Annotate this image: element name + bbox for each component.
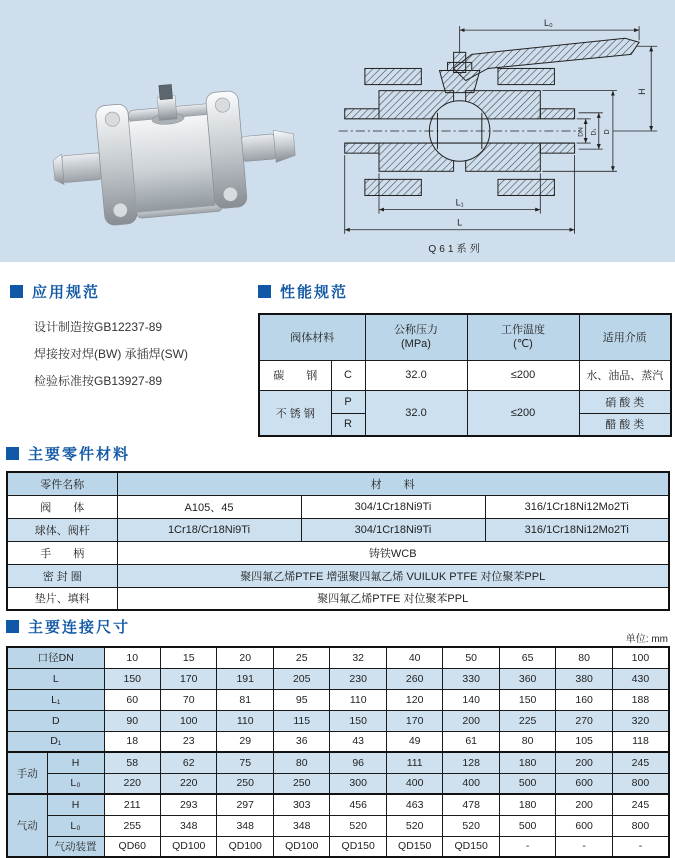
row-label: D xyxy=(7,710,104,731)
table-row-carbon-steel xyxy=(259,360,671,390)
table-cell: 90 xyxy=(104,710,160,731)
table-cell: 800 xyxy=(612,773,669,794)
dim-label-d: D xyxy=(603,129,611,135)
table-cell: 348 xyxy=(161,815,217,836)
table-row-pneumatic-l0 xyxy=(7,815,669,836)
table-cell: 800 xyxy=(612,815,669,836)
table-cell: 140 xyxy=(443,689,499,710)
header-media: 适用介质 xyxy=(579,314,671,360)
table-row-l1 xyxy=(7,689,669,710)
table-cell: 100 xyxy=(161,710,217,731)
cell-material: 316/1Cr18Ni12Mo2Ti xyxy=(485,495,669,518)
header-temperature xyxy=(467,314,579,360)
row-label: L xyxy=(7,668,104,689)
table-cell: 75 xyxy=(217,752,273,773)
table-row-l xyxy=(7,668,669,689)
table-cell: 348 xyxy=(217,815,273,836)
cell-part-name: 密 封 圈 xyxy=(7,564,117,587)
table-cell: 10 xyxy=(104,647,160,668)
table-cell: 456 xyxy=(330,794,386,815)
table-cell: 115 xyxy=(273,710,329,731)
cell-material: 聚四氟乙烯PTFE 增强聚四氟乙烯 VUILUK PTFE 对位聚苯PPL xyxy=(117,564,669,587)
table-cell: 50 xyxy=(443,647,499,668)
cell-media: 醋 酸 类 xyxy=(579,413,671,436)
table-cell: 180 xyxy=(499,794,555,815)
table-cell: - xyxy=(556,836,612,857)
cell-part-name: 球体、阀杆 xyxy=(7,518,117,541)
table-cell: 520 xyxy=(443,815,499,836)
group-label-pneumatic: 气动 xyxy=(7,794,47,857)
table-cell: QD150 xyxy=(443,836,499,857)
dim-label-dn: DN xyxy=(577,127,585,137)
table-cell: 43 xyxy=(330,731,386,752)
table-cell: 255 xyxy=(104,815,160,836)
table-cell: 270 xyxy=(556,710,612,731)
cell-material: A105、45 xyxy=(117,495,301,518)
table-cell: 500 xyxy=(499,773,555,794)
performance-section xyxy=(258,281,672,437)
table-cell: 380 xyxy=(556,668,612,689)
dim-label-l1: L₁ xyxy=(455,197,464,208)
table-cell: 100 xyxy=(612,647,669,668)
table-cell: QD100 xyxy=(217,836,273,857)
table-cell: 320 xyxy=(612,710,669,731)
table-cell: 297 xyxy=(217,794,273,815)
table-cell: QD100 xyxy=(161,836,217,857)
table-cell: 205 xyxy=(273,668,329,689)
cell-code: R xyxy=(331,413,365,436)
table-cell: 245 xyxy=(612,752,669,773)
table-header-row xyxy=(7,472,669,495)
table-cell: 25 xyxy=(273,647,329,668)
table-cell: 80 xyxy=(273,752,329,773)
row-label: D₁ xyxy=(7,731,104,752)
table-cell: 600 xyxy=(556,773,612,794)
table-cell: 600 xyxy=(556,815,612,836)
cell-temp: ≤200 xyxy=(467,390,579,436)
table-row-dn xyxy=(7,647,669,668)
table-cell: QD60 xyxy=(104,836,160,857)
section-header-application xyxy=(10,281,252,302)
dim-label-l0: L₀ xyxy=(543,18,553,29)
table-cell: 65 xyxy=(499,647,555,668)
table-cell: 95 xyxy=(273,689,329,710)
application-notes xyxy=(34,314,252,395)
unit-note: 单位: mm xyxy=(625,634,668,645)
table-header-row xyxy=(259,314,671,360)
table-cell: 500 xyxy=(499,815,555,836)
table-cell: 150 xyxy=(104,668,160,689)
table-cell: - xyxy=(612,836,669,857)
table-row-manual-l0 xyxy=(7,773,669,794)
dim-label-d1: D₁ xyxy=(590,128,598,136)
cell-code: C xyxy=(331,360,365,390)
table-cell: 348 xyxy=(273,815,329,836)
section-title: 主要零件材料 xyxy=(28,446,131,463)
cell-pressure: 32.0 xyxy=(365,360,467,390)
table-cell: 463 xyxy=(386,794,442,815)
table-cell: 170 xyxy=(161,668,217,689)
cell-media: 水、油品、蒸汽 xyxy=(579,360,671,390)
cell-material: 聚四氟乙烯PTFE 对位聚苯PPL xyxy=(117,587,669,610)
table-cell: 220 xyxy=(161,773,217,794)
table-cell: - xyxy=(499,836,555,857)
table-cell: 520 xyxy=(386,815,442,836)
table-row-manual-h xyxy=(7,752,669,773)
section-title: 应用规范 xyxy=(32,284,101,301)
table-row-body xyxy=(7,495,669,518)
table-row-gasket-packing xyxy=(7,587,669,610)
table-row-handle xyxy=(7,541,669,564)
application-line: 焊接按对焊(BW) 承插焊(SW) xyxy=(34,347,188,361)
table-cell: 260 xyxy=(386,668,442,689)
cell-code: P xyxy=(331,390,365,413)
table-row-ball-stem xyxy=(7,518,669,541)
table-cell: 150 xyxy=(499,689,555,710)
group-label-manual: 手动 xyxy=(7,752,47,794)
section-bullet-icon xyxy=(6,620,19,633)
performance-table xyxy=(258,313,672,437)
valve-body-photo xyxy=(48,74,300,230)
materials-table xyxy=(6,471,670,611)
table-cell: 520 xyxy=(330,815,386,836)
table-cell: 60 xyxy=(104,689,160,710)
row-label: L₀ xyxy=(47,773,104,794)
table-cell: 61 xyxy=(443,731,499,752)
application-line: 检验标准按GB13927-89 xyxy=(34,374,163,388)
table-row-d xyxy=(7,710,669,731)
row-label: L₁ xyxy=(7,689,104,710)
section-bullet-icon xyxy=(6,447,19,460)
table-cell: 120 xyxy=(386,689,442,710)
table-cell: 400 xyxy=(386,773,442,794)
table-cell: 200 xyxy=(556,794,612,815)
section-title: 性能规范 xyxy=(280,284,349,301)
table-cell: 160 xyxy=(556,689,612,710)
table-cell: 211 xyxy=(104,794,160,815)
table-row-pneumatic-h xyxy=(7,794,669,815)
table-cell: 80 xyxy=(556,647,612,668)
table-cell: 150 xyxy=(330,710,386,731)
table-cell: 96 xyxy=(330,752,386,773)
header-material: 材 料 xyxy=(117,472,669,495)
table-cell: 29 xyxy=(217,731,273,752)
cell-media: 硝 酸 类 xyxy=(579,390,671,413)
table-cell: 40 xyxy=(386,647,442,668)
row-label: H xyxy=(47,752,104,773)
cell-material: 碳 钢 xyxy=(259,360,331,390)
section-header-dimensions xyxy=(6,616,670,645)
cell-part-name: 手 柄 xyxy=(7,541,117,564)
header-temperature-label: 工作温度 xyxy=(501,324,545,337)
table-cell: 32 xyxy=(330,647,386,668)
table-cell: 300 xyxy=(330,773,386,794)
table-cell: 62 xyxy=(161,752,217,773)
section-bullet-icon xyxy=(258,285,271,298)
application-line: 设计制造按GB12237-89 xyxy=(34,320,163,334)
table-cell: 250 xyxy=(217,773,273,794)
table-cell: 170 xyxy=(386,710,442,731)
table-cell: 245 xyxy=(612,794,669,815)
cell-material: 316/1Cr18Ni12Mo2Ti xyxy=(485,518,669,541)
table-cell: 330 xyxy=(443,668,499,689)
cell-part-name: 阀 体 xyxy=(7,495,117,518)
table-cell: 191 xyxy=(217,668,273,689)
table-cell: 200 xyxy=(443,710,499,731)
table-cell: 70 xyxy=(161,689,217,710)
table-row-stainless-p xyxy=(259,390,671,413)
table-cell: 200 xyxy=(556,752,612,773)
header-pressure-unit: (MPa) xyxy=(401,338,431,351)
table-cell: 303 xyxy=(273,794,329,815)
valve-section-drawing xyxy=(336,12,670,258)
table-cell: 360 xyxy=(499,668,555,689)
table-cell: 36 xyxy=(273,731,329,752)
cell-material: 铸铁WCB xyxy=(117,541,669,564)
cell-material: 304/1Cr18Ni9Ti xyxy=(301,495,485,518)
table-cell: 400 xyxy=(443,773,499,794)
header-body-material: 阀体材料 xyxy=(259,314,365,360)
table-cell: QD100 xyxy=(273,836,329,857)
table-cell: 180 xyxy=(499,752,555,773)
row-label: 口径DN xyxy=(7,647,104,668)
table-cell: 20 xyxy=(217,647,273,668)
table-row-d1 xyxy=(7,731,669,752)
table-cell: 478 xyxy=(443,794,499,815)
table-cell: 220 xyxy=(104,773,160,794)
table-cell: 18 xyxy=(104,731,160,752)
table-cell: 128 xyxy=(443,752,499,773)
dimensions-table xyxy=(6,646,670,858)
table-row-pneumatic-device xyxy=(7,836,669,857)
table-cell: 293 xyxy=(161,794,217,815)
table-cell: QD150 xyxy=(330,836,386,857)
header-pressure-label: 公称压力 xyxy=(394,324,438,337)
table-cell: 81 xyxy=(217,689,273,710)
header-pressure xyxy=(365,314,467,360)
cell-material: 不 锈 钢 xyxy=(259,390,331,436)
table-cell: 230 xyxy=(330,668,386,689)
table-cell: 110 xyxy=(217,710,273,731)
header-part-name: 零件名称 xyxy=(7,472,117,495)
row-label: H xyxy=(47,794,104,815)
application-section xyxy=(10,281,252,395)
section-header-materials xyxy=(6,443,670,464)
table-cell: 23 xyxy=(161,731,217,752)
cell-temp: ≤200 xyxy=(467,360,579,390)
dim-label-l: L xyxy=(457,217,463,228)
table-cell: 118 xyxy=(612,731,669,752)
table-cell: 188 xyxy=(612,689,669,710)
drawing-caption: Q61系列 xyxy=(428,243,483,255)
section-header-performance xyxy=(258,281,672,302)
table-cell: 15 xyxy=(161,647,217,668)
table-row-seal-ring xyxy=(7,564,669,587)
dimensions-section xyxy=(6,616,670,858)
table-cell: 49 xyxy=(386,731,442,752)
table-cell: 110 xyxy=(330,689,386,710)
cell-pressure: 32.0 xyxy=(365,390,467,436)
valve-photo xyxy=(48,68,328,256)
table-cell: 250 xyxy=(273,773,329,794)
hero-banner xyxy=(0,0,675,262)
table-cell: 80 xyxy=(499,731,555,752)
cell-part-name: 垫片、填料 xyxy=(7,587,117,610)
section-bullet-icon xyxy=(10,285,23,298)
row-label: 气动装置 xyxy=(47,836,104,857)
header-temperature-unit: (℃) xyxy=(513,338,533,351)
table-cell: 58 xyxy=(104,752,160,773)
row-label: L₀ xyxy=(47,815,104,836)
table-cell: QD150 xyxy=(386,836,442,857)
cell-material: 304/1Cr18Ni9Ti xyxy=(301,518,485,541)
table-cell: 105 xyxy=(556,731,612,752)
table-cell: 111 xyxy=(386,752,442,773)
table-cell: 225 xyxy=(499,710,555,731)
drawing-geometry xyxy=(339,38,639,195)
dim-label-h: H xyxy=(637,88,648,95)
section-title: 主要连接尺寸 xyxy=(28,619,131,636)
table-cell: 430 xyxy=(612,668,669,689)
materials-section xyxy=(6,443,670,611)
cell-material: 1Cr18/Cr18Ni9Ti xyxy=(117,518,301,541)
